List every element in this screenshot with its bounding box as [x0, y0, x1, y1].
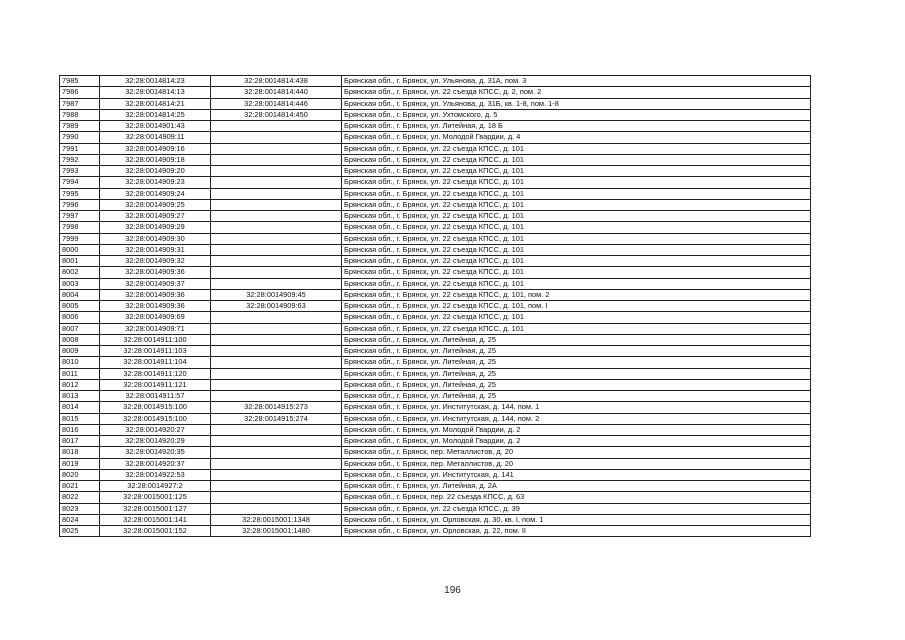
row-number-cell: 8016	[60, 424, 100, 435]
cadastral-number-cell: 32:28:0014909:36	[100, 289, 211, 300]
cadastral-number-cell: 32:28:0015001:127	[100, 503, 211, 514]
table-row	[60, 323, 811, 334]
row-number-cell: 8013	[60, 391, 100, 402]
table-row	[60, 98, 811, 109]
table-row	[60, 301, 811, 312]
table-row	[60, 222, 811, 233]
premises-cadastral-cell	[211, 222, 342, 233]
address-cell: Брянская обл., г. Брянск, ул. 22 съезда КПСС, д. 101	[342, 211, 811, 222]
cadastral-number-cell: 32:28:0014911:120	[100, 368, 211, 379]
address-cell: Брянская обл., г. Брянск, ул. 22 съезда КПСС, д. 101	[342, 267, 811, 278]
table-row	[60, 256, 811, 267]
table-row	[60, 312, 811, 323]
row-number-cell: 8001	[60, 256, 100, 267]
table-row	[60, 132, 811, 143]
cadastral-number-cell: 32:28:0014920:29	[100, 436, 211, 447]
address-cell: Брянская обл., г. Брянск, ул. 22 съезда КПСС, д. 39	[342, 503, 811, 514]
premises-cadastral-cell: 32:28:0014814:438	[211, 76, 342, 87]
table-row	[60, 379, 811, 390]
premises-cadastral-cell	[211, 211, 342, 222]
row-number-cell: 8022	[60, 492, 100, 503]
cadastral-number-cell: 32:28:0014909:23	[100, 177, 211, 188]
premises-cadastral-cell	[211, 334, 342, 345]
premises-cadastral-cell	[211, 188, 342, 199]
address-cell: Брянская обл., г. Брянск, пер. Металлистов, д. 20	[342, 458, 811, 469]
table-row	[60, 143, 811, 154]
table-row	[60, 199, 811, 210]
cadastral-number-cell: 32:28:0015001:125	[100, 492, 211, 503]
table-row	[60, 244, 811, 255]
address-cell: Брянская обл., г. Брянск, ул. Литейная, д. 25	[342, 379, 811, 390]
address-cell: Брянская обл., г. Брянск, ул. 22 съезда КПСС, д. 101	[342, 188, 811, 199]
row-number-cell: 8004	[60, 289, 100, 300]
premises-cadastral-cell	[211, 469, 342, 480]
premises-cadastral-cell	[211, 278, 342, 289]
row-number-cell: 8003	[60, 278, 100, 289]
row-number-cell: 8024	[60, 514, 100, 525]
table-row	[60, 267, 811, 278]
table-row	[60, 503, 811, 514]
table-row	[60, 424, 811, 435]
row-number-cell: 7995	[60, 188, 100, 199]
cadastral-number-cell: 32:28:0014901:43	[100, 121, 211, 132]
premises-cadastral-cell	[211, 267, 342, 278]
cadastral-number-cell: 32:28:0014909:11	[100, 132, 211, 143]
row-number-cell: 8023	[60, 503, 100, 514]
premises-cadastral-cell: 32:28:0014814:446	[211, 98, 342, 109]
premises-cadastral-cell	[211, 368, 342, 379]
cadastral-number-cell: 32:28:0014920:27	[100, 424, 211, 435]
premises-cadastral-cell	[211, 481, 342, 492]
table-row	[60, 154, 811, 165]
cadastral-number-cell: 32:28:0014909:36	[100, 301, 211, 312]
table-row	[60, 166, 811, 177]
address-cell: Брянская обл., г. Брянск, ул. 22 съезда КПСС, д. 101	[342, 323, 811, 334]
row-number-cell: 8017	[60, 436, 100, 447]
row-number-cell: 7993	[60, 166, 100, 177]
page-number: 196	[444, 585, 461, 596]
address-cell: Брянская обл., г. Брянск, ул. 22 съезда КПСС, д. 101	[342, 177, 811, 188]
table-row	[60, 109, 811, 120]
address-cell: Брянская обл., г. Брянск, ул. 22 съезда КПСС, д. 101	[342, 143, 811, 154]
address-cell: Брянская обл., г. Брянск, ул. Ухтомского, д. 5	[342, 109, 811, 120]
cadastral-number-cell: 32:28:0014814:25	[100, 109, 211, 120]
cadastral-number-cell: 32:28:0015001:141	[100, 514, 211, 525]
row-number-cell: 8018	[60, 447, 100, 458]
cadastral-number-cell: 32:28:0014920:37	[100, 458, 211, 469]
table-row	[60, 391, 811, 402]
cadastral-number-cell: 32:28:0014909:37	[100, 278, 211, 289]
cadastral-number-cell: 32:28:0014814:13	[100, 87, 211, 98]
cadastral-number-cell: 32:28:0014909:32	[100, 256, 211, 267]
premises-cadastral-cell	[211, 379, 342, 390]
cadastral-number-cell: 32:28:0014909:69	[100, 312, 211, 323]
cadastral-number-cell: 32:28:0014911:103	[100, 346, 211, 357]
row-number-cell: 7999	[60, 233, 100, 244]
address-cell: Брянская обл., г. Брянск, ул. Орловская, д. 22, пом. II	[342, 526, 811, 537]
premises-cadastral-cell: 32:28:0015001:1348	[211, 514, 342, 525]
cadastral-number-cell: 32:28:0014911:57	[100, 391, 211, 402]
address-cell: Брянская обл., г. Брянск, ул. 22 съезда КПСС, д. 101, пом. I	[342, 301, 811, 312]
cadastral-number-cell: 32:28:0014920:35	[100, 447, 211, 458]
address-cell: Брянская обл., г. Брянск, ул. Литейная, д. 25	[342, 368, 811, 379]
cadastral-number-cell: 32:28:0014909:36	[100, 267, 211, 278]
address-cell: Брянская обл., г. Брянск, ул. Литейная, д. 25	[342, 391, 811, 402]
premises-cadastral-cell	[211, 154, 342, 165]
address-cell: Брянская обл., г. Брянск, ул. Литейная, д. 25	[342, 346, 811, 357]
table-row	[60, 188, 811, 199]
premises-cadastral-cell	[211, 357, 342, 368]
address-cell: Брянская обл., г. Брянск, ул. Институтская, д. 141	[342, 469, 811, 480]
table-row	[60, 76, 811, 87]
cadastral-number-cell: 32:28:0014909:25	[100, 199, 211, 210]
premises-cadastral-cell	[211, 391, 342, 402]
address-cell: Брянская обл., г. Брянск, ул. 22 съезда КПСС, д. 101	[342, 199, 811, 210]
cadastral-number-cell: 32:28:0015001:152	[100, 526, 211, 537]
row-number-cell: 7992	[60, 154, 100, 165]
address-cell: Брянская обл., г. Брянск, пер. 22 съезда КПСС, д. 63	[342, 492, 811, 503]
property-registry-table	[59, 75, 811, 537]
address-cell: Брянская обл., г. Брянск, ул. Орловская, д. 30, кв. I, пом. 1	[342, 514, 811, 525]
row-number-cell: 8002	[60, 267, 100, 278]
row-number-cell: 8012	[60, 379, 100, 390]
cadastral-number-cell: 32:28:0014909:31	[100, 244, 211, 255]
address-cell: Брянская обл., г. Брянск, ул. Литейная, д. 25	[342, 357, 811, 368]
table-row	[60, 526, 811, 537]
premises-cadastral-cell	[211, 436, 342, 447]
address-cell: Брянская обл., г. Брянск, ул. 22 съезда КПСС, д. 101, пом. 2	[342, 289, 811, 300]
cadastral-number-cell: 32:28:0014814:21	[100, 98, 211, 109]
premises-cadastral-cell	[211, 312, 342, 323]
cadastral-number-cell: 32:28:0014911:100	[100, 334, 211, 345]
premises-cadastral-cell	[211, 199, 342, 210]
premises-cadastral-cell	[211, 346, 342, 357]
address-cell: Брянская обл., г. Брянск, ул. 22 съезда КПСС, д. 101	[342, 233, 811, 244]
premises-cadastral-cell	[211, 323, 342, 334]
row-number-cell: 8010	[60, 357, 100, 368]
table-row	[60, 177, 811, 188]
row-number-cell: 8015	[60, 413, 100, 424]
address-cell: Брянская обл., г. Брянск, ул. Молодой Гвардии, д. 4	[342, 132, 811, 143]
table-row	[60, 402, 811, 413]
row-number-cell: 8025	[60, 526, 100, 537]
premises-cadastral-cell	[211, 492, 342, 503]
row-number-cell: 8011	[60, 368, 100, 379]
premises-cadastral-cell: 32:28:0014915:273	[211, 402, 342, 413]
cadastral-number-cell: 32:28:0014922:53	[100, 469, 211, 480]
cadastral-number-cell: 32:28:0014915:100	[100, 402, 211, 413]
row-number-cell: 7997	[60, 211, 100, 222]
premises-cadastral-cell	[211, 244, 342, 255]
row-number-cell: 8007	[60, 323, 100, 334]
premises-cadastral-cell	[211, 458, 342, 469]
table-row	[60, 233, 811, 244]
table-row	[60, 121, 811, 132]
premises-cadastral-cell	[211, 233, 342, 244]
address-cell: Брянская обл., г. Брянск, ул. 22 съезда КПСС, д. 2, пом. 2	[342, 87, 811, 98]
address-cell: Брянская обл., г. Брянск, ул. Институтская, д. 144, пом. 2	[342, 413, 811, 424]
cadastral-number-cell: 32:28:0014909:18	[100, 154, 211, 165]
row-number-cell: 8014	[60, 402, 100, 413]
table-row	[60, 447, 811, 458]
premises-cadastral-cell: 32:28:0014814:450	[211, 109, 342, 120]
table-row	[60, 458, 811, 469]
row-number-cell: 8019	[60, 458, 100, 469]
premises-cadastral-cell	[211, 177, 342, 188]
cadastral-number-cell: 32:28:0014909:20	[100, 166, 211, 177]
address-cell: Брянская обл., г. Брянск, ул. 22 съезда КПСС, д. 101	[342, 154, 811, 165]
table-row	[60, 492, 811, 503]
address-cell: Брянская обл., г. Брянск, ул. 22 съезда КПСС, д. 101	[342, 312, 811, 323]
premises-cadastral-cell: 32:28:0014909:45	[211, 289, 342, 300]
premises-cadastral-cell: 32:28:0014814:440	[211, 87, 342, 98]
row-number-cell: 7996	[60, 199, 100, 210]
row-number-cell: 8020	[60, 469, 100, 480]
premises-cadastral-cell	[211, 256, 342, 267]
table-row	[60, 368, 811, 379]
address-cell: Брянская обл., г. Брянск, ул. 22 съезда КПСС, д. 101	[342, 166, 811, 177]
premises-cadastral-cell	[211, 424, 342, 435]
table-row	[60, 87, 811, 98]
row-number-cell: 8006	[60, 312, 100, 323]
registry-table-body	[60, 76, 811, 537]
address-cell: Брянская обл., г. Брянск, ул. Литейная, д. 25	[342, 334, 811, 345]
row-number-cell: 8008	[60, 334, 100, 345]
table-row	[60, 413, 811, 424]
row-number-cell: 8009	[60, 346, 100, 357]
address-cell: Брянская обл., г. Брянск, ул. Литейная, д. 2А	[342, 481, 811, 492]
table-row	[60, 436, 811, 447]
premises-cadastral-cell: 32:28:0015001:1480	[211, 526, 342, 537]
table-row	[60, 481, 811, 492]
cadastral-number-cell: 32:28:0014909:30	[100, 233, 211, 244]
premises-cadastral-cell: 32:28:0014909:63	[211, 301, 342, 312]
row-number-cell: 7989	[60, 121, 100, 132]
row-number-cell: 7991	[60, 143, 100, 154]
address-cell: Брянская обл., г. Брянск, ул. 22 съезда КПСС, д. 101	[342, 222, 811, 233]
table-row	[60, 278, 811, 289]
table-row	[60, 514, 811, 525]
address-cell: Брянская обл., г. Брянск, ул. Молодой Гвардии, д. 2	[342, 436, 811, 447]
address-cell: Брянская обл., г. Брянск, ул. Ульянова, д. 31А, пом. 3	[342, 76, 811, 87]
address-cell: Брянская обл., г. Брянск, пер. Металлистов, д. 20	[342, 447, 811, 458]
row-number-cell: 7987	[60, 98, 100, 109]
cadastral-number-cell: 32:28:0014927:2	[100, 481, 211, 492]
row-number-cell: 7985	[60, 76, 100, 87]
cadastral-number-cell: 32:28:0014814:23	[100, 76, 211, 87]
address-cell: Брянская обл., г. Брянск, ул. 22 съезда КПСС, д. 101	[342, 244, 811, 255]
address-cell: Брянская обл., г. Брянск, ул. Ульянова, д. 31Б, кв. 1-8, пом. 1-8	[342, 98, 811, 109]
address-cell: Брянская обл., г. Брянск, ул. 22 съезда КПСС, д. 101	[342, 278, 811, 289]
cadastral-number-cell: 32:28:0014909:29	[100, 222, 211, 233]
premises-cadastral-cell: 32:28:0014915:274	[211, 413, 342, 424]
table-row	[60, 469, 811, 480]
cadastral-number-cell: 32:28:0014909:71	[100, 323, 211, 334]
premises-cadastral-cell	[211, 132, 342, 143]
premises-cadastral-cell	[211, 143, 342, 154]
cadastral-number-cell: 32:28:0014911:104	[100, 357, 211, 368]
premises-cadastral-cell	[211, 447, 342, 458]
address-cell: Брянская обл., г. Брянск, ул. Институтская, д. 144, пом. 1	[342, 402, 811, 413]
cadastral-number-cell: 32:28:0014909:16	[100, 143, 211, 154]
row-number-cell: 8000	[60, 244, 100, 255]
address-cell: Брянская обл., г. Брянск, ул. Литейная, д. 18 Б	[342, 121, 811, 132]
table-row	[60, 357, 811, 368]
row-number-cell: 7990	[60, 132, 100, 143]
table-row	[60, 334, 811, 345]
premises-cadastral-cell	[211, 121, 342, 132]
row-number-cell: 7986	[60, 87, 100, 98]
row-number-cell: 8005	[60, 301, 100, 312]
address-cell: Брянская обл., г. Брянск, ул. 22 съезда КПСС, д. 101	[342, 256, 811, 267]
address-cell: Брянская обл., г. Брянск, ул. Молодой Гвардии, д. 2	[342, 424, 811, 435]
premises-cadastral-cell	[211, 166, 342, 177]
cadastral-number-cell: 32:28:0014915:100	[100, 413, 211, 424]
table-row	[60, 289, 811, 300]
row-number-cell: 7988	[60, 109, 100, 120]
cadastral-number-cell: 32:28:0014909:24	[100, 188, 211, 199]
cadastral-number-cell: 32:28:0014909:27	[100, 211, 211, 222]
row-number-cell: 8021	[60, 481, 100, 492]
table-row	[60, 346, 811, 357]
row-number-cell: 7998	[60, 222, 100, 233]
cadastral-number-cell: 32:28:0014911:121	[100, 379, 211, 390]
row-number-cell: 7994	[60, 177, 100, 188]
table-row	[60, 211, 811, 222]
premises-cadastral-cell	[211, 503, 342, 514]
